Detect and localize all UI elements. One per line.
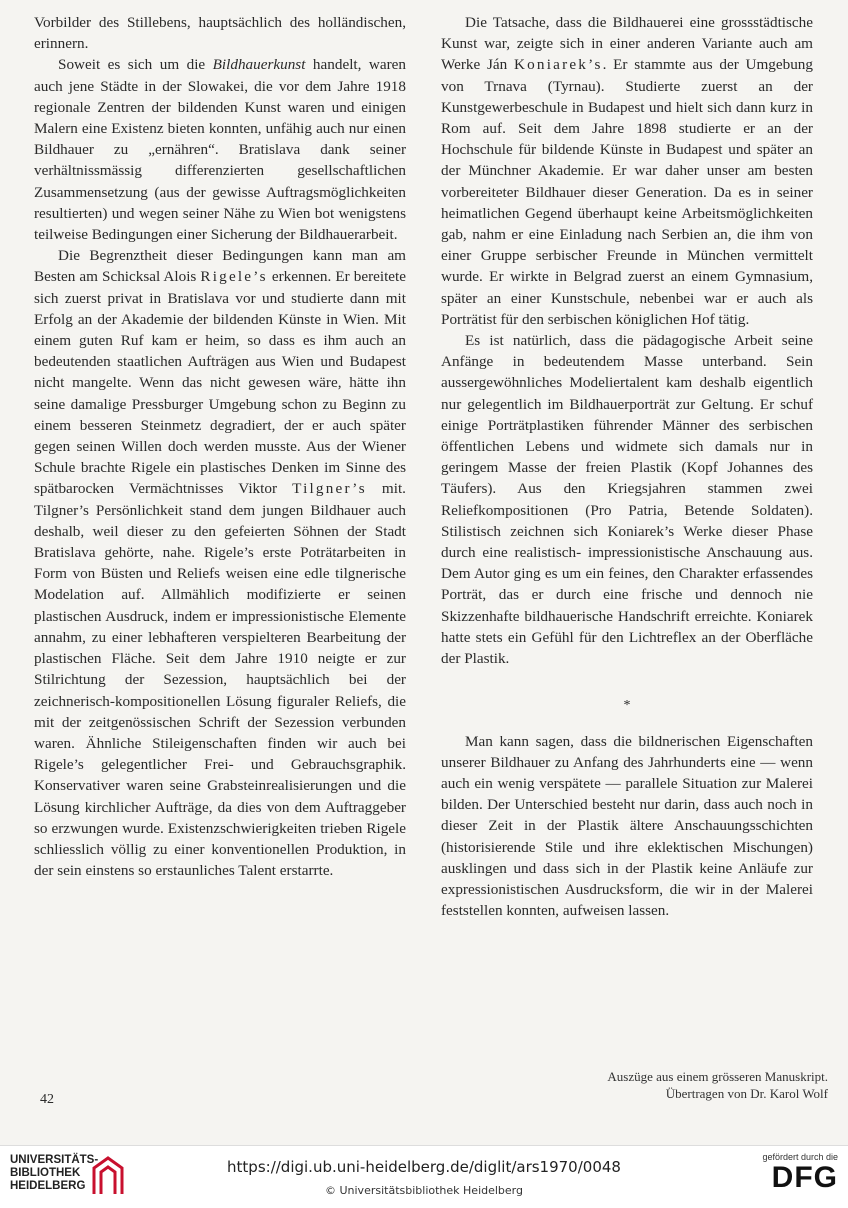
document-url-link[interactable]: https://digi.ub.uni-heidelberg.de/diglit/ars1970/0048 bbox=[227, 1158, 621, 1176]
paragraph: Es ist natürlich, dass die pädagogische Arbeit seine Anfänge in bedeutendem Masse unterband. Sein aussergewöhnliches Modeliertalent kam deshalb eigentlich nur gelegentlich im Bildhauerporträt zur Geltung. Er schuf einige Porträtplastiken führender Männer des serbischen öffentlichen Lebens und widmete sich damals nur in geringem Masse der freien Plastik (Kopf Johannes des Täufers). Aus den Kriegsjahren stammen zwei Reliefkompositionen (Pro Patria, Betende Soldaten). Stilistisch zeichnen sich Koniarek’s Werke dieser Phase durch eine realistisch- impressionistische Anschauung aus. Dem Autor ging es um ein feines, den Charakter erfassendes Porträt, das er durch eine frische und dennoch nie Skizzenhafte bildhauerische Handschrift erreichte. Koniarek hatte stets ein Gefühl für den Lichtreflex an der Oberfläche der Plastik. bbox=[441, 332, 813, 668]
paragraph: Man kann sagen, dass die bildnerischen Eigenschaften unserer Bildhauer zu Anfang des Jahrhunderts eine — wenn auch ein wenig verspätete — parallele Situation zur Malerei bilden. Der Unterschied besteht nur darin, dass auch noch in dieser Zeit in der Plastik ältere Anschauungsschichten (historisierende Stile und ihre eklektischen Mischungen) ausklingen und dass sich in der Plastik keine Anläufe zur expressionistischen Ausdrucksform, die wir in der Malerei feststellen konnten, aufweisen lassen. bbox=[441, 732, 813, 920]
paragraph: Die Begrenztheit dieser Bedingungen kann man am Besten am Schicksal Alois Rigele’s erkennen. Er bereitete sich zuerst privat in Bratislava vor und studierte dann mit Erfolg an der Akademie der bildenden Künste in Wien. Mit einem guten Ruf kam er heim, so dass es ihm auch an bedeutenden staatlichen Aufträgen aus Wien und Budapest nicht mangelte. Wenn das nicht gewesen wäre, hätte ihn seine damalige Pressburger Umgebung schon zu Beginn zu einem besseren Steinmetz degradiert, der er auch später gegen seinen Willen doch werden musste. Aus der Wiener Schule brachte Rigele ein plastisches Denken im Sinne des spätbarocken Vermächtnisses Viktor Tilgner’s mit. Tilgner’s Persönlichkeit stand dem jungen Bildhauer auch deshalb, weil dieser zu den gefeierten Söhnen der Stadt Bratislava gehörte, nahe. Rigele’s erste Poträtarbeiten in Form von Büsten und Reliefs weisen eine edle tilgnerische Modelation auf. Allmählich modifizierte er seinen plastischen Ausdruck, indem er impressionistische Elemente annahm, zu einer lebhafteren verspielteren Bearbeitung der plastischen Fläche. Seit dem Jahre 1910 neigte er zur Stilrichtung der Sezession, hauptsächlich bei der zeichnerisch-kompositionellen Lösung figuraler Reliefs, die mit der zeitgenössischen Schrift der Sezession verbunden waren. Ähnliche Stileigenschaften finden wir auch bei Rigele’s gelegentlicher Frei- und Gebrauchsgraphik. Konservativer waren seine Grabsteinrealisierungen und die Lösung kirchlicher Aufträge, da dies von dem Auftraggeber so erzwungen wurde. Existenzschwierigkeiten trieben Rigele schliesslich völlig zu einer konventionellen Produktion, in der sein einstens so erstaunliches Talent erstarrte. bbox=[34, 247, 407, 880]
left-column bbox=[34, 12, 406, 881]
dfg-logo[interactable]: gefördert durch die DFG bbox=[762, 1152, 838, 1194]
emphasis-term: Bildhauerkunst bbox=[212, 56, 306, 74]
paragraph: Soweit es sich um die Bildhauerkunst handelt, waren auch jene Städte in der Slowakei, die vor dem Jahre 1918 regionale Zentren der bildenden Kunst waren und einigen Malern eine Existenz bieten konnten, unfähig auch nur einen Bildhauer zu „ernähren“. Bratislava dank seiner verhältnissmässig differenzierten gesellschaftlichen Zusammensetzung (aus der gewisse Auftragsmöglichkeiten resultierten) und wegen seiner Nähe zu Wien bot wenigstens teilweise Bedingungen einer Sicherung der Bildhauerarbeit. bbox=[34, 56, 406, 244]
footer-bar bbox=[0, 1145, 848, 1208]
library-logo[interactable]: UNIVERSITÄTS- BIBLIOTHEK HEIDELBERG bbox=[10, 1154, 118, 1198]
paragraph: Die Tatsache, dass die Bildhauerei eine grossstädtische Kunst war, zeigte sich in einer anderen Variante auch am Werke Ján Koniarek’s. Er stammte aus der Umgebung von Trnava (Tyrnau). Studierte zuerst an der Kunstgewerbeschule in Budapest und hielt sich dann kurz in Rom auf. Seit dem Jahre 1898 studierte er an der Hochschule für bildende Künste in Budapest und später an der Münchner Akademie. Er war daher unser am besten vorbereiteter Bildhauer dieser Generation. Da es in seiner heimatlichen Gegend überhaupt keine Arbeitsmöglichkeiten gab, nahm er eine Einladung nach Serbien an, die ihm von einer Gruppe serbischer Freunde in München vermittelt wurde. Er wirkte in Belgrad zuerst an einem Gymnasium, später an einer Kunstschule, nebenbei war er auch als Porträtist für den serbischen königlichen Hof tätig. bbox=[441, 14, 813, 328]
paragraph: Vorbilder des Stillebens, hauptsächlich des holländischen, erinnern. bbox=[34, 14, 406, 53]
section-separator: * bbox=[623, 698, 631, 714]
artist-name: Koniarek’s bbox=[513, 56, 603, 74]
artist-name: Rigele’s bbox=[200, 268, 268, 286]
copyright-notice: © Universitätsbibliothek Heidelberg bbox=[324, 1184, 523, 1197]
right-column bbox=[441, 12, 813, 921]
artist-name: Tilgner’s bbox=[292, 480, 367, 498]
page-number: 42 bbox=[40, 1092, 54, 1107]
credit-note: Auszüge aus einem grösseren Manuskript. Übertragen von Dr. Karol Wolf bbox=[607, 1069, 828, 1101]
